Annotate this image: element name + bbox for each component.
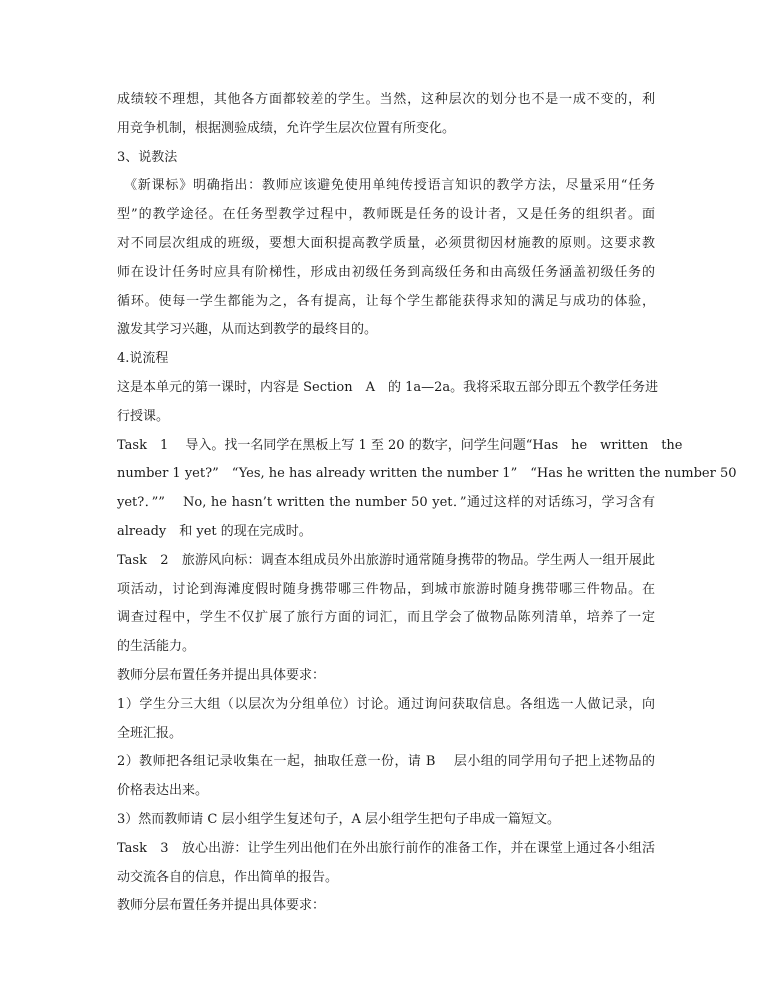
- text-line: 行授课。: [117, 408, 170, 424]
- text-line: 对不同层次组成的班级，要想大面积提高教学质量，必须贯彻因材施教的原则。这要求教: [117, 235, 655, 251]
- text-line: 1）学生分三大组（以层次为分组单位）讨论。通过询问获取信息。各组选一人做记录，向: [117, 696, 655, 712]
- heading-teaching-method: [117, 144, 655, 173]
- text-line: 激发其学习兴趣，从而达到教学的最终目的。: [117, 322, 378, 338]
- text-line: 教师分层布置任务并提出具体要求：: [117, 668, 326, 683]
- list-item-2: [117, 748, 655, 806]
- text-line: 这是本单元的第一课时，内容是 Section A 的 1a—2a。我将采取五部分即五个教学任务进: [117, 380, 659, 395]
- text-line: 教师分层布置任务并提出具体要求：: [117, 898, 326, 914]
- text-line: 成绩较不理想，其他各方面都较差的学生。当然，这种层次的划分也不是一成不变的，利: [117, 92, 655, 107]
- list-item-3: [117, 806, 655, 835]
- text-line: 4.说流程: [117, 351, 169, 367]
- text-line: Task 3 放心出游：让学生列出他们在外出旅行前作的准备工作，并在课堂上通过各小组活: [117, 840, 655, 856]
- text-line: 型”的教学途径。在任务型教学过程中，教师既是任务的设计者，又是任务的组织者。面: [117, 207, 655, 223]
- list-item-1: [117, 691, 655, 749]
- paragraph-requirements-2: [117, 892, 655, 921]
- text-line: 的生活能力。: [117, 639, 196, 655]
- text-line: already 和 yet 的现在完成时。: [117, 523, 312, 539]
- heading-teaching-process: [117, 345, 655, 374]
- text-line: 项活动，讨论到海滩度假时随身携带哪三件物品，到城市旅游时随身携带哪三件物品。在: [117, 581, 655, 597]
- paragraph-lesson-intro: [117, 374, 659, 432]
- paragraph-task-3: [117, 835, 655, 893]
- text-line: yet?．”” No, he hasn’t written the number 50 yet．”通过这样的对话练习，学习含有: [117, 495, 655, 511]
- text-line: Task 2 旅游风向标：调查本组成员外出旅游时通常随身携带的物品。学生两人一组开展此: [117, 552, 655, 568]
- text-line: 用竞争机制，根据测验成绩，允许学生层次位置有所变化。: [117, 120, 456, 136]
- paragraph-teaching-method: [117, 172, 655, 345]
- text-line: 调查过程中，学生不仅扩展了旅行方面的词汇，而且学会了做物品陈列清单，培养了一定: [117, 610, 655, 626]
- text-line: 循环。使每一学生都能为之，各有提高，让每个学生都能获得求知的满足与成功的体验，: [117, 293, 655, 309]
- text-line: 师在设计任务时应具有阶梯性，形成由初级任务到高级任务和由高级任务涵盖初级任务的: [117, 264, 655, 280]
- text-line: 3、说教法: [117, 149, 178, 165]
- text-line: number 1 yet?” “Yes, he has already written the number 1” “Has he written the number 50: [117, 466, 737, 482]
- text-line: 《新课标》明确指出：教师应该避免使用单纯传授语言知识的教学方法，尽量采用“任务: [124, 178, 655, 194]
- paragraph-task-1: [117, 432, 737, 547]
- text-line: 动交流各自的信息，作出简单的报告。: [117, 869, 339, 885]
- paragraph-student-levels: [117, 86, 655, 144]
- text-line: 全班汇报。: [117, 725, 183, 741]
- paragraph-task-2: [117, 547, 655, 662]
- text-line: Task 1 导入。找一名同学在黑板上写 1 至 20 的数字，问学生问题“Has he written the: [117, 437, 683, 453]
- paragraph-requirements: [117, 662, 655, 691]
- text-line: 2）教师把各组记录收集在一起，抽取任意一份，请 B 层小组的同学用句子把上述物品的: [117, 754, 655, 770]
- text-line: 3）然而教师请 C 层小组学生复述句子，A 层小组学生把句子串成一篇短文。: [117, 812, 561, 827]
- text-line: 价格表达出来。: [117, 783, 209, 799]
